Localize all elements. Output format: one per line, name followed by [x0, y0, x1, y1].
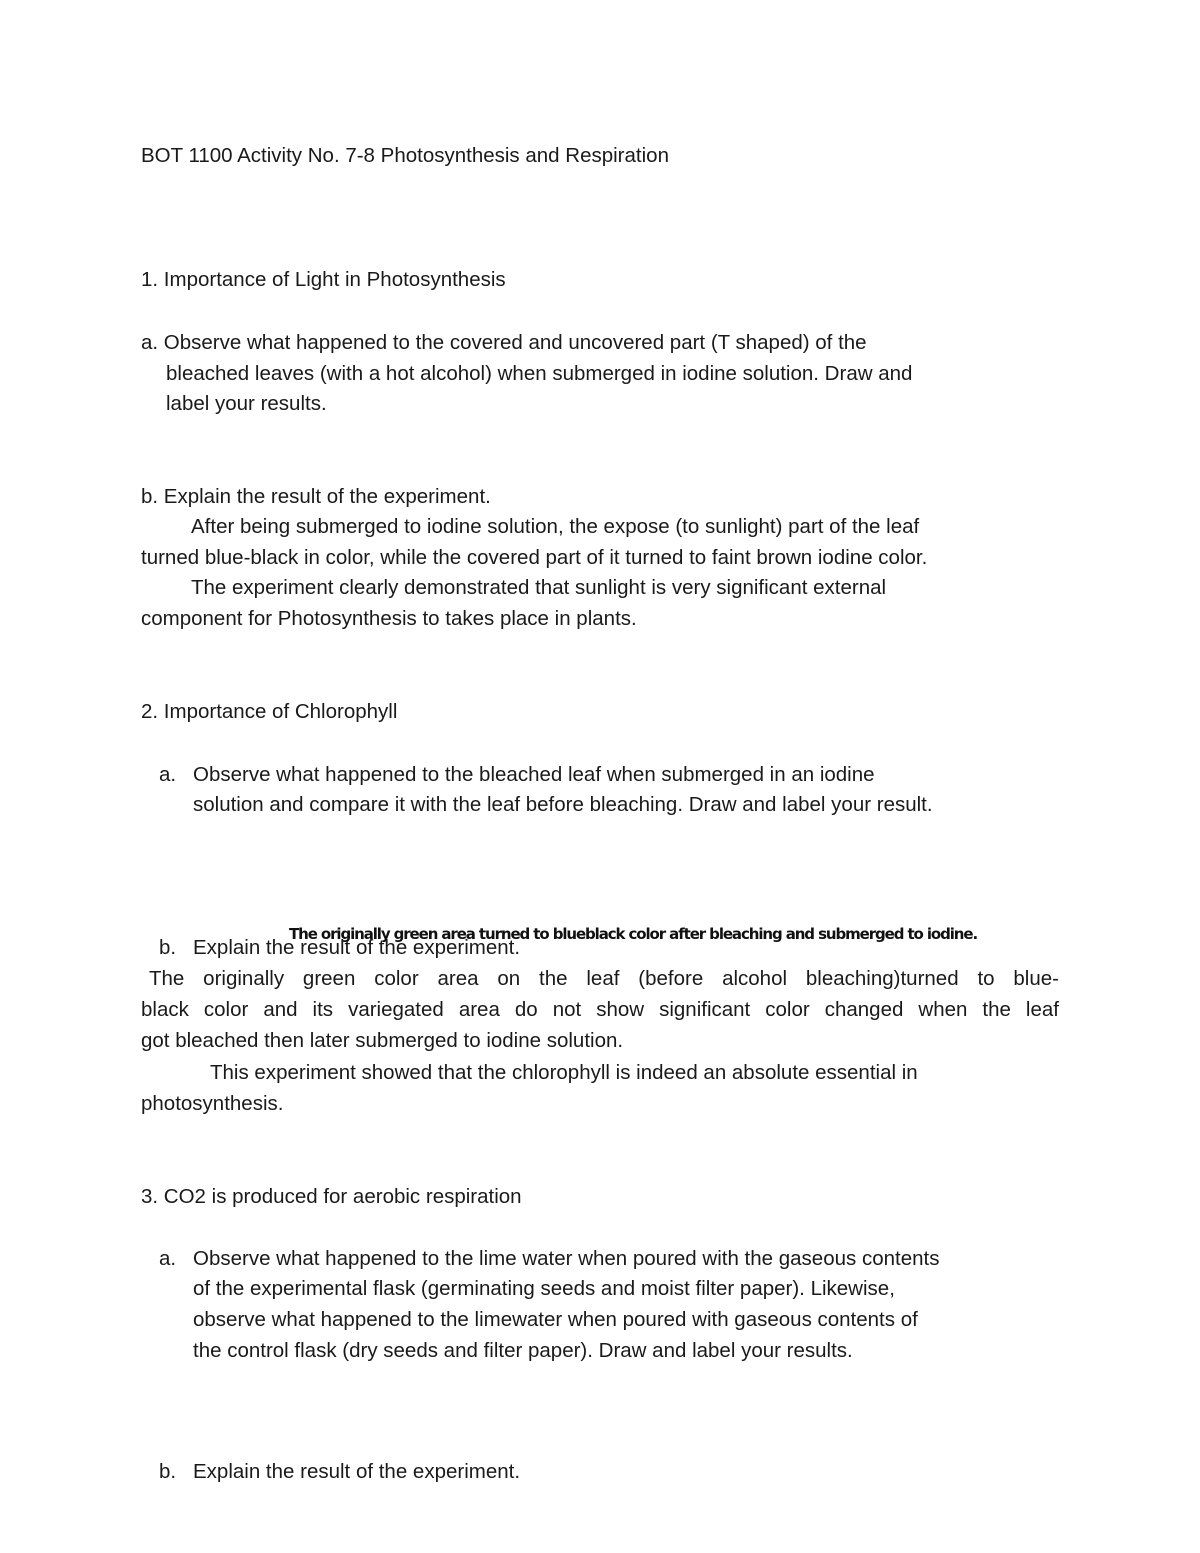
section3-b-marker: b. [159, 1460, 177, 1483]
section2-b-line-3: got bleached then later submerged to iodine solution. [141, 1029, 624, 1052]
section1-b-line-1: After being submerged to iodine solution, the expose (to sunlight) part of the leaf [191, 515, 920, 538]
section2-b-line-1: The originally green color area on the leaf (before alcohol bleaching)turned to blue- [149, 967, 1059, 990]
section3-b-label: Explain the result of the experiment. [193, 1460, 521, 1483]
section2-a-line-2: solution and compare it with the leaf before bleaching. Draw and label your result. [193, 793, 933, 816]
section3-heading: 3. CO2 is produced for aerobic respiration [141, 1185, 522, 1208]
section3-a-line-4: the control flask (dry seeds and filter paper). Draw and label your results. [193, 1339, 853, 1362]
section1-a-line-2: bleached leaves (with a hot alcohol) when submerged in iodine solution. Draw and [166, 362, 913, 385]
section1-b-line-3: The experiment clearly demonstrated that sunlight is very significant external [191, 576, 887, 599]
section1-a-line-3: label your results. [166, 392, 327, 415]
section2-b-label: Explain the result of the experiment. [193, 936, 521, 959]
section3-a-line-2: of the experimental flask (germinating seeds and moist filter paper). Likewise, [193, 1277, 895, 1300]
section1-b-label: b. Explain the result of the experiment. [141, 485, 491, 508]
section1-b-line-4: component for Photosynthesis to takes place in plants. [141, 607, 637, 630]
section3-a-marker: a. [159, 1247, 177, 1270]
section1-b-line-2: turned blue-black in color, while the covered part of it turned to faint brown iodine color. [141, 546, 928, 569]
section1-heading: 1. Importance of Light in Photosynthesis [141, 268, 506, 291]
section2-a-line-1: Observe what happened to the bleached leaf when submerged in an iodine [193, 763, 875, 786]
section2-b-line-4: This experiment showed that the chlorophyll is indeed an absolute essential in [210, 1061, 918, 1084]
document-title: BOT 1100 Activity No. 7-8 Photosynthesis and Respiration [141, 144, 669, 167]
section2-heading: 2. Importance of Chlorophyll [141, 700, 398, 723]
section1-a-line-1: a. Observe what happened to the covered and uncovered part (T shaped) of the [141, 331, 867, 354]
section2-b-line-2: black color and its variegated area do not show significant color changed when the leaf [141, 998, 1059, 1021]
section2-a-marker: a. [159, 763, 177, 786]
section3-a-line-3: observe what happened to the limewater when poured with gaseous contents of [193, 1308, 918, 1331]
figure-caption: The originally green area turned to blueblack color after bleaching and submerged to iodine. [289, 925, 978, 943]
section2-b-marker: b. [159, 936, 177, 959]
section3-a-line-1: Observe what happened to the lime water when poured with the gaseous contents [193, 1247, 940, 1270]
section2-b-line-5: photosynthesis. [141, 1092, 284, 1115]
